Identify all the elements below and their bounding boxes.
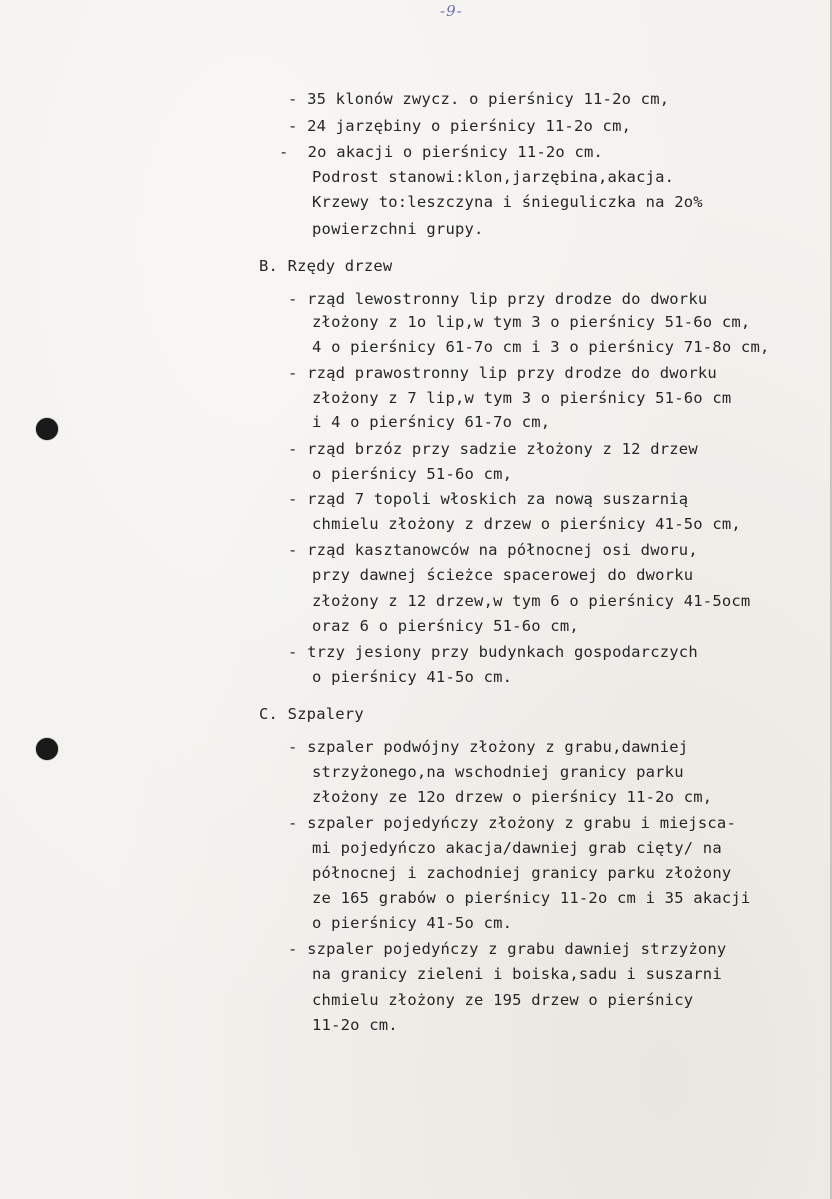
- list-item-continuation: o pierśnicy 51-6o cm,: [312, 465, 513, 483]
- list-item: - 35 klonów zwycz. o pierśnicy 11-2o cm,: [288, 90, 670, 108]
- list-item-continuation: Podrost stanowi:klon,jarzębina,akacja.: [312, 168, 675, 186]
- list-item-continuation: i 4 o pierśnicy 61-7o cm,: [312, 413, 551, 431]
- section-c-heading: C. Szpalery: [259, 705, 364, 723]
- list-item-continuation: północnej i zachodniej granicy parku złożony: [312, 864, 732, 882]
- list-item-continuation: chmielu złożony z drzew o pierśnicy 41-5o cm,: [312, 515, 741, 533]
- list-item: - szpaler pojedyńczy złożony z grabu i miejsca-: [288, 814, 736, 832]
- list-item: - 24 jarzębiny o pierśnicy 11-2o cm,: [288, 117, 632, 135]
- list-item-continuation: Krzewy to:leszczyna i śnieguliczka na 2o%: [312, 193, 703, 211]
- punch-hole-upper: [36, 418, 58, 440]
- list-item-continuation: chmielu złożony ze 195 drzew o pierśnicy: [312, 991, 694, 1009]
- list-item-continuation: na granicy zieleni i boiska,sadu i suszarni: [312, 965, 722, 983]
- list-item: - rząd 7 topoli włoskich za nową suszarnią: [288, 490, 689, 508]
- list-item-continuation: mi pojedyńczo akacja/dawniej grab cięty/ na: [312, 839, 722, 857]
- list-item-continuation: 4 o pierśnicy 61-7o cm i 3 o pierśnicy 71-8o cm,: [312, 338, 770, 356]
- list-item-continuation: strzyżonego,na wschodniej granicy parku: [312, 763, 684, 781]
- list-item: - szpaler podwójny złożony z grabu,dawniej: [288, 738, 689, 756]
- list-item-continuation: o pierśnicy 41-5o cm.: [312, 668, 513, 686]
- list-item-continuation: złożony z 7 lip,w tym 3 o pierśnicy 51-6o cm: [312, 389, 732, 407]
- list-item-continuation: oraz 6 o pierśnicy 51-6o cm,: [312, 617, 579, 635]
- list-item: - rząd lewostronny lip przy drodze do dworku: [288, 290, 708, 308]
- list-item: - szpaler pojedyńczy z grabu dawniej strzyżony: [288, 940, 727, 958]
- list-item: - rząd prawostronny lip przy drodze do dworku: [288, 364, 717, 382]
- list-item-continuation: 11-2o cm.: [312, 1016, 398, 1034]
- list-item-continuation: złożony ze 12o drzew o pierśnicy 11-2o cm,: [312, 788, 713, 806]
- list-item-continuation: o pierśnicy 41-5o cm.: [312, 914, 513, 932]
- list-item: - rząd kasztanowców na północnej osi dworu,: [288, 541, 698, 559]
- punch-hole-lower: [36, 738, 58, 760]
- list-item-continuation: przy dawnej ścieżce spacerowej do dworku: [312, 566, 694, 584]
- list-item: - 2o akacji o pierśnicy 11-2o cm.: [279, 143, 604, 161]
- page-number: -9-: [440, 2, 463, 20]
- list-item: - rząd brzóz przy sadzie złożony z 12 drzew: [288, 440, 698, 458]
- list-item-continuation: powierzchni grupy.: [312, 220, 484, 238]
- list-item-continuation: złożony z 1o lip,w tym 3 o pierśnicy 51-6o cm,: [312, 313, 751, 331]
- list-item-continuation: złożony z 12 drzew,w tym 6 o pierśnicy 41-5ocm: [312, 592, 751, 610]
- list-item: - trzy jesiony przy budynkach gospodarczych: [288, 643, 698, 661]
- section-b-heading: B. Rzędy drzew: [259, 257, 393, 275]
- list-item-continuation: ze 165 grabów o pierśnicy 11-2o cm i 35 akacji: [312, 889, 751, 907]
